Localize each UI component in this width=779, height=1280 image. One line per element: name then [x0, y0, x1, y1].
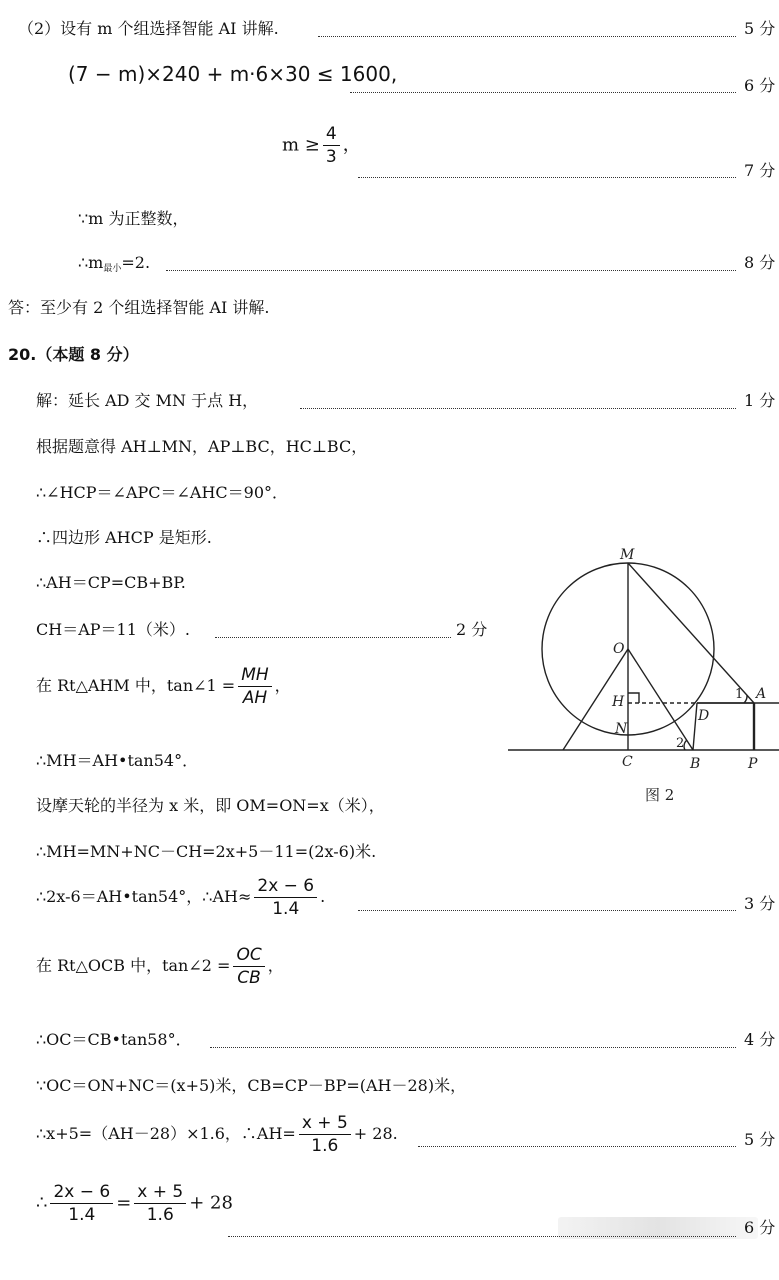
leader-dots: [228, 1236, 736, 1237]
label-a: A: [756, 686, 767, 702]
m-result: [282, 124, 361, 167]
score-6-q20: 6 分: [744, 1218, 776, 1237]
score-5-q20: 5 分: [744, 1130, 776, 1149]
segment-ma: [628, 563, 754, 703]
leader-dots: [358, 177, 736, 178]
label-b: B: [690, 756, 701, 772]
fraction: [233, 945, 264, 988]
leader-dots: [210, 1047, 736, 1048]
part2-intro: （2）设有 m 个组选择智能 AI 讲解.: [18, 19, 279, 38]
score-7: 7 分: [744, 161, 776, 180]
label-m: M: [620, 547, 635, 563]
label-c: C: [622, 754, 633, 770]
score-1: 1 分: [744, 391, 776, 410]
step-5: ∴AH＝CP=CB+BP.: [36, 573, 186, 592]
numerator: 2x − 6: [50, 1182, 113, 1204]
period: .: [320, 887, 326, 906]
numerator: MH: [238, 665, 271, 687]
fraction-left: [50, 1182, 113, 1225]
score-8: 8 分: [744, 253, 776, 272]
comma: ，: [342, 134, 361, 156]
denominator: 1.4: [68, 1205, 96, 1225]
answer: 答：至少有 2 个组选择智能 AI 讲解.: [8, 298, 270, 317]
step-11: [36, 876, 325, 919]
label-p: P: [748, 756, 758, 772]
numerator: x + 5: [134, 1182, 186, 1204]
integer-statement: ∵m 为正整数，: [78, 209, 189, 228]
leader-dots: [350, 92, 736, 93]
therefore: ∴: [36, 1192, 48, 1214]
denominator: 3: [325, 147, 337, 167]
fraction: [254, 876, 317, 919]
leader-dots: [300, 408, 736, 409]
question-title: 20.（本题 8 分）: [8, 345, 139, 364]
label-o: O: [613, 641, 625, 657]
fraction-right: [134, 1182, 186, 1225]
numerator: x + 5: [299, 1113, 351, 1135]
label-angle-2: 2: [676, 736, 685, 751]
equals: =: [116, 1192, 132, 1214]
step-12-prefix: 在 Rt△OCB 中，tan∠2 =: [36, 956, 231, 975]
step-15-suffix: + 28.: [353, 1124, 398, 1143]
score-2: 2 分: [456, 620, 488, 639]
min-value: =2.: [121, 253, 151, 272]
step-13: ∴OC＝CB•tan58°．: [36, 1030, 192, 1049]
denominator: AH: [242, 688, 268, 708]
step-11-prefix: ∴2x-6＝AH•tan54°，∴AH≈: [36, 887, 252, 906]
step-15: [36, 1113, 398, 1156]
denominator: 1.6: [311, 1136, 339, 1156]
comma: ，: [267, 956, 284, 975]
comma: ，: [274, 676, 291, 695]
step-16-suffix: + 28: [189, 1192, 233, 1214]
score-4: 4 分: [744, 1030, 776, 1049]
step-16: [36, 1182, 233, 1225]
fraction: [238, 665, 271, 708]
m-minimum: [78, 253, 150, 279]
leader-dots: [318, 36, 736, 37]
denominator: CB: [237, 968, 261, 988]
leader-dots: [166, 270, 736, 271]
right-angle-mark: [628, 693, 639, 703]
step-1: 解：延长 AD 交 MN 于点 H，: [36, 391, 259, 410]
min-prefix: ∴m: [78, 253, 104, 272]
label-angle-1: 1: [735, 687, 744, 702]
fraction: [323, 124, 340, 167]
angle-1-arc: [744, 695, 747, 703]
step-4: ∴四边形 AHCP 是矩形.: [36, 528, 212, 547]
score-3: 3 分: [744, 894, 776, 913]
numerator: 4: [323, 124, 340, 146]
min-subscript: 最小: [103, 264, 122, 274]
score-6: 6 分: [744, 76, 776, 95]
step-2: 根据题意得 AH⊥MN，AP⊥BC，HC⊥BC，: [36, 437, 368, 456]
denominator: 1.4: [272, 899, 300, 919]
leader-dots: [418, 1146, 736, 1147]
ferris-wheel-figure: [500, 540, 779, 810]
angle-2-arc: [684, 740, 687, 750]
step-8: ∴MH＝AH•tan54°．: [36, 751, 199, 770]
step-10: ∴MH=MN+NC－CH=2x+5－11=(2x-6)米.: [36, 842, 377, 861]
label-h: H: [612, 694, 625, 710]
m-lhs: m ≥: [282, 134, 320, 156]
step-6: CH＝AP＝11（米）.: [36, 620, 190, 639]
label-d: D: [698, 708, 710, 724]
score-5: 5 分: [744, 19, 776, 38]
step-9: 设摩天轮的半径为 x 米，即 OM=ON=x（米），: [36, 796, 385, 815]
leader-dots: [358, 910, 736, 911]
step-3: ∴∠HCP＝∠APC＝∠AHC＝90°．: [36, 483, 289, 502]
fraction: [299, 1113, 351, 1156]
numerator: 2x − 6: [254, 876, 317, 898]
figure-caption: 图 2: [645, 786, 675, 804]
step-12: [36, 945, 284, 988]
denominator: 1.6: [146, 1205, 174, 1225]
label-n: N: [615, 721, 628, 737]
step-7: [36, 665, 291, 708]
step-14: ∵OC＝ON+NC＝(x+5)米，CB=CP－BP=(AH－28)米，: [36, 1076, 467, 1095]
step-7-prefix: 在 Rt△AHM 中，tan∠1 =: [36, 676, 236, 695]
inequality: (7 − m)×240 + m·6×30 ≤ 1600,: [68, 62, 398, 86]
numerator: OC: [233, 945, 264, 967]
leader-dots: [215, 637, 451, 638]
step-15-prefix: ∴x+5=（AH－28）×1.6，∴AH=: [36, 1124, 296, 1143]
segment-db: [693, 703, 697, 750]
